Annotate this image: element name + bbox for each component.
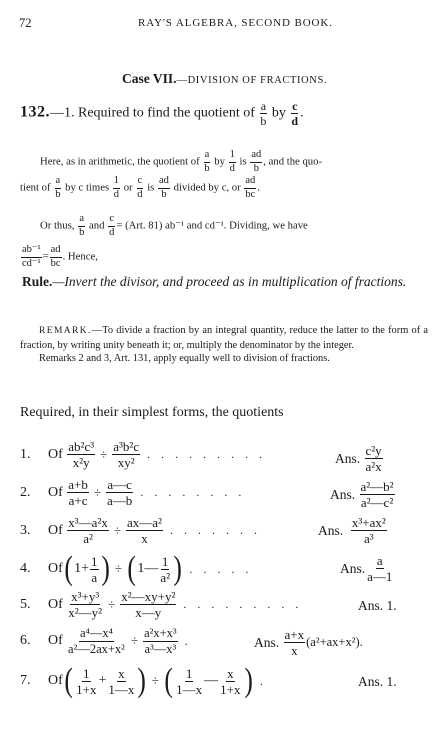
leader-dots: . . . . . . . . . [147, 447, 267, 461]
word-of: Of [48, 633, 63, 648]
divide-sign: ÷ [130, 633, 139, 648]
section-heading [122, 71, 327, 87]
close-paren: ) [243, 662, 253, 699]
answer-label: Ans. [340, 560, 366, 576]
leader-dots: . [184, 633, 192, 648]
answer-6 [254, 628, 363, 657]
page-number: 72 [19, 16, 32, 30]
fraction: $\frac{1}{1—x}$ [176, 665, 203, 697]
term: 1+ [74, 561, 90, 576]
fraction: $\frac{a}{b}$ [204, 149, 210, 174]
equals: = [42, 250, 49, 263]
remark-block [20, 324, 428, 366]
leader-dots: . . . . . [189, 561, 253, 576]
exercise-number: 6. [20, 633, 31, 648]
answer-fraction: $\frac{\text{c²y}}{\text{a²x}}$ [365, 443, 382, 474]
remark-label: REMARK. [39, 326, 92, 336]
text: is [239, 155, 247, 168]
exercise-2 [20, 478, 245, 507]
text: divided by c, or [173, 181, 241, 194]
fraction: $\frac{a+b}{a+c}$ [68, 477, 88, 508]
remark-p1 [20, 324, 428, 352]
article-number: 132. [20, 103, 50, 121]
fraction: $\frac{\text{ax—a²}}{x}$ [127, 515, 162, 546]
text: , and the quo- [263, 155, 323, 168]
close-paren: ) [137, 662, 147, 699]
fraction: $\frac{ad}{b}$ [159, 175, 169, 200]
fraction: $\frac{ad}{b}$ [251, 149, 262, 174]
answer-fraction: $\frac{\text{x³+ax²}}{\text{a³}}$ [351, 515, 386, 546]
exercises-intro: Required, in their simplest forms, the quotients [20, 405, 284, 420]
article-132 [20, 100, 304, 127]
answer-4 [340, 554, 394, 583]
paragraph-or-thus-line2 [20, 245, 98, 269]
divide-sign: ÷ [151, 673, 159, 688]
plus-sign: + [98, 673, 107, 688]
answer-label: Ans. [358, 598, 384, 613]
text: = (Art. 81) ab⁻¹ and cd⁻¹. Dividing, we have [116, 219, 308, 232]
text: by c times [65, 181, 110, 194]
rule-paragraph [22, 272, 427, 292]
leader-dots: . . . . . . . . [140, 485, 246, 499]
text: tient of [20, 181, 51, 194]
text: Or thus, [40, 219, 75, 232]
fraction: $\frac{a}{b}$ [55, 175, 61, 200]
divide-sign: ÷ [114, 561, 122, 576]
word-of: Of [48, 561, 63, 576]
fraction: $\frac{\text{ab⁻¹}}{\text{cd⁻¹}}$ [22, 244, 41, 269]
open-paren: ( [164, 662, 173, 699]
text: is [147, 181, 155, 194]
fraction: $\frac{1}{d}$ [113, 175, 120, 200]
paragraph-or-thus-line1 [40, 214, 308, 238]
text: Here, as in arithmetic, the quotient of [40, 155, 200, 168]
fraction: $\frac{\text{a²x+x³}}{\text{a³—x³}}$ [144, 626, 177, 656]
running-head: RAY'S ALGEBRA, SECOND BOOK. [138, 17, 333, 29]
word-of: Of [48, 484, 63, 500]
text: by [214, 155, 225, 168]
close-paren: ) [173, 550, 182, 587]
word-of: Of [48, 673, 63, 688]
fraction: $\frac{ad}{bc}$ [50, 244, 61, 269]
fraction: $\frac{a}{b}$ [260, 99, 267, 128]
remark-p2: Remarks 2 and 3, Art. 131, apply equally well to division of fractions. [39, 353, 330, 365]
exercise-4 [20, 552, 252, 586]
leader-dots: . . . . . . . . . [183, 597, 303, 611]
answer-label: Ans. [335, 450, 361, 466]
exercise-number: 2. [20, 484, 31, 500]
fraction: $\frac{\text{x²—xy+y²}}{x—y}$ [121, 589, 176, 620]
answer-label: Ans. [330, 486, 356, 502]
answer-3 [318, 516, 388, 545]
fraction: $\frac{\text{a³b²c}}{\text{xy²}}$ [113, 439, 140, 470]
text: or [123, 181, 133, 194]
exercise-6 [20, 627, 192, 655]
remark-text: —To divide a fraction by an integral quantity, reduce the latter to the form of a fraction, by writing unity beneath it; or, multiply the denominator by the integer. [20, 325, 428, 351]
fraction: $\frac{1}{1+x}$ [76, 665, 97, 697]
divide-sign: ÷ [100, 446, 108, 462]
answer-fraction: $\frac{a}{a—1}$ [367, 553, 393, 584]
case-label: Case VII. [122, 71, 177, 86]
minus-sign: — [204, 673, 219, 688]
punct: . [300, 105, 304, 121]
exercise-number: 1. [20, 446, 31, 462]
word-of: Of [48, 522, 63, 538]
paragraph-here-line2 [20, 176, 260, 200]
answer-fraction: $\frac{\text{a²—b²}}{\text{a²—c²}}$ [360, 479, 394, 510]
divide-sign: ÷ [113, 522, 121, 538]
leader-dots: . [259, 673, 267, 688]
fraction: $\frac{1}{\text{a²}}$ [160, 553, 170, 585]
rule-text: —Invert the divisor, and proceed as in multiplication of fractions. [52, 274, 407, 289]
open-paren: ( [127, 550, 136, 587]
exercise-5 [20, 590, 302, 619]
fraction: $\frac{x}{1—x}$ [108, 665, 135, 697]
exercise-number: 4. [20, 561, 31, 576]
fraction: $\frac{1}{d}$ [229, 149, 235, 174]
leader-dots: . . . . . . . [169, 523, 261, 537]
fraction: $\frac{a}{b}$ [79, 213, 85, 238]
answer-label: Ans. [318, 522, 344, 538]
text: and [89, 219, 105, 232]
answer-1 [335, 444, 384, 473]
open-paren: ( [64, 550, 73, 587]
case-title: —DIVISION OF FRACTIONS. [176, 75, 328, 86]
term: 1— [137, 561, 159, 576]
word: by [271, 105, 286, 121]
answer-7 [358, 674, 397, 690]
answer-fraction: $\frac{a+x}{x}$ [284, 627, 305, 658]
exercise-number: 5. [20, 596, 31, 612]
fraction: $\frac{\text{a⁴—x⁴}}{\text{a²—2ax+x²}}$ [68, 626, 125, 656]
answer-label: Ans. [254, 634, 280, 650]
open-paren: ( [64, 662, 73, 699]
answer-tail: (a²+ax+x²). [306, 635, 363, 649]
paragraph-here-line1 [40, 150, 322, 174]
answer-value: 1. [386, 598, 397, 613]
answer-label: Ans. [358, 674, 384, 689]
exercise-number: 7. [20, 673, 31, 688]
exercise-7 [20, 664, 267, 698]
exercise-number: 3. [20, 522, 31, 538]
fraction: $\frac{c}{d}$ [291, 99, 299, 128]
fraction: $\frac{1}{a}$ [91, 553, 98, 585]
divide-sign: ÷ [93, 484, 102, 500]
rule-label: Rule. [22, 274, 53, 289]
fraction: $\frac{x}{1+x}$ [220, 665, 241, 697]
word-of: Of [48, 596, 63, 612]
punct: . [257, 181, 260, 194]
fraction: $\frac{c}{d}$ [109, 213, 115, 238]
answer-5 [358, 598, 397, 614]
fraction: $\frac{\text{ab²c³}}{\text{x²y}}$ [68, 439, 95, 470]
close-paren: ) [100, 550, 110, 587]
article-text: —1. Required to find the quotient of [50, 105, 255, 121]
divide-sign: ÷ [108, 596, 116, 612]
fraction: $\frac{\text{x³—a²x}}{\text{a²}}$ [68, 515, 108, 546]
fraction: $\frac{ad}{bc}$ [245, 175, 256, 200]
text: . Hence, [62, 250, 98, 263]
fraction: $\frac{\text{x³+y³}}{\text{x²—y²}}$ [68, 589, 103, 620]
exercise-3 [20, 516, 261, 545]
fraction: $\frac{a—c}{a—b}$ [107, 477, 133, 508]
fraction: $\frac{c}{d}$ [137, 175, 143, 200]
answer-value: 1. [386, 674, 397, 689]
exercise-1 [20, 440, 266, 469]
answer-2 [330, 480, 396, 509]
word-of: Of [48, 446, 63, 462]
